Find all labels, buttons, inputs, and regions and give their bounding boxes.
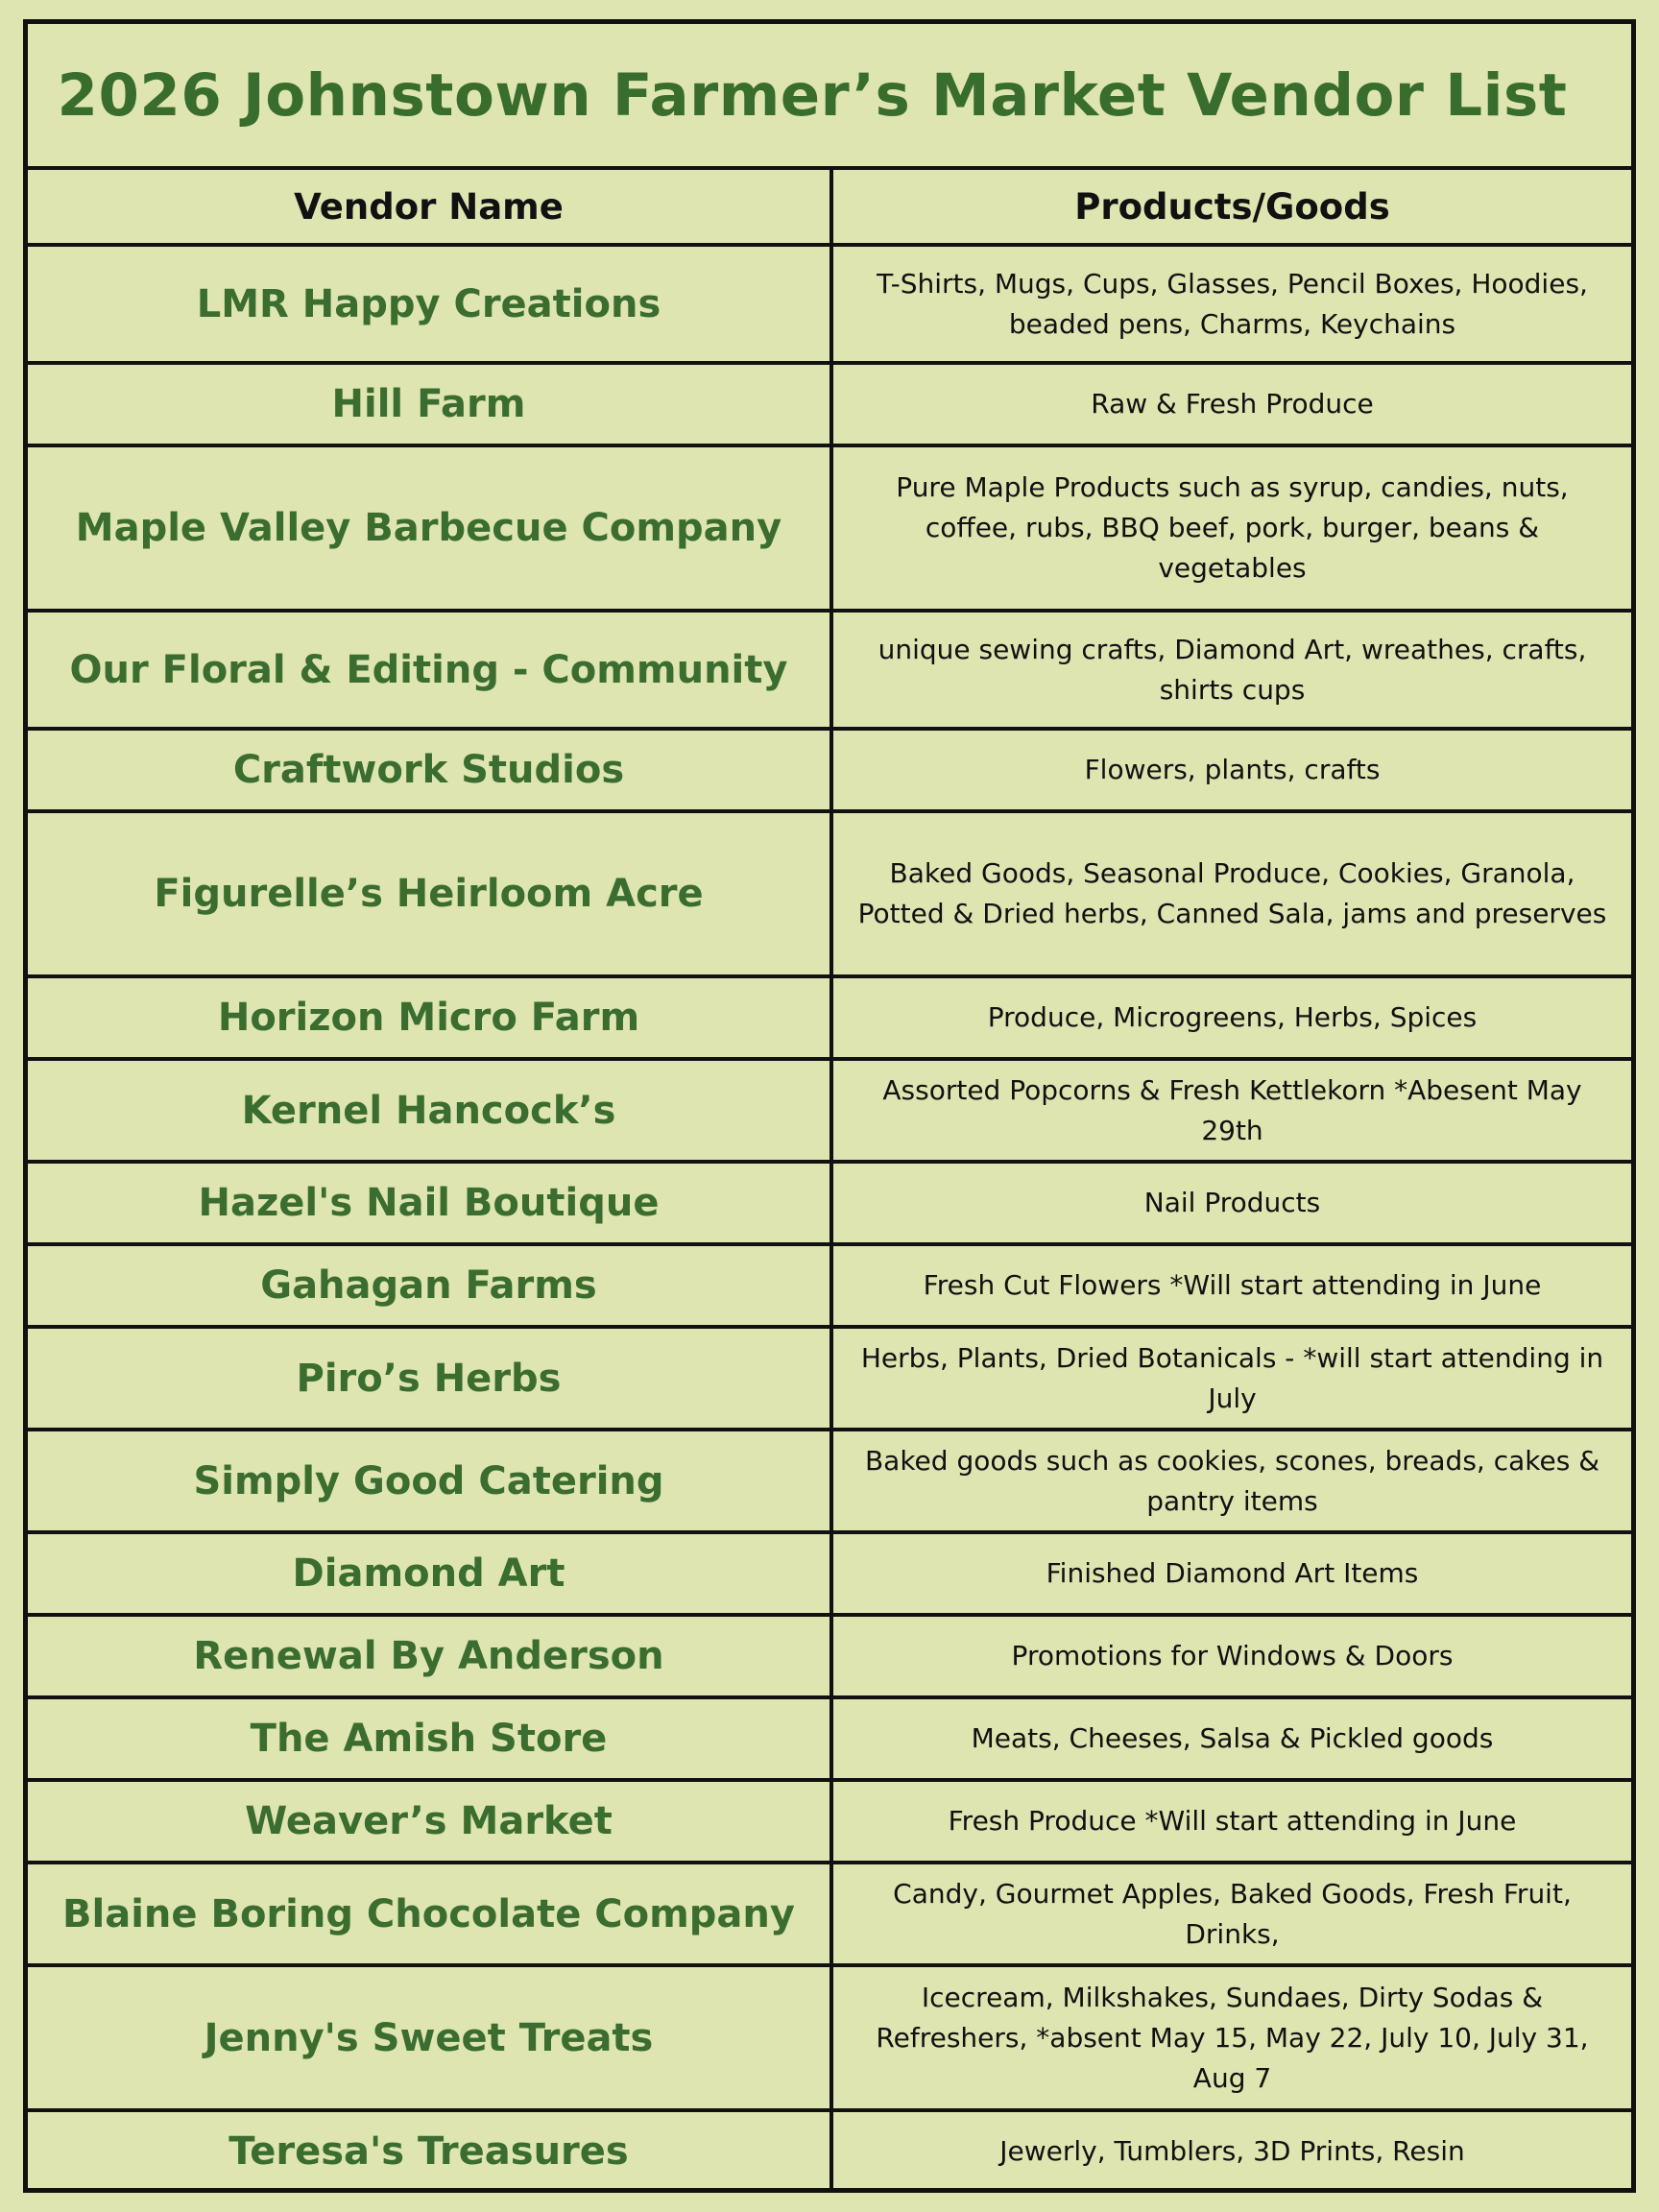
vendor-name: Hazel's Nail Boutique: [28, 1162, 831, 1244]
table-row: [28, 1863, 1631, 1965]
vendor-name: Simply Good Catering: [28, 1430, 831, 1532]
vendor-name: Teresa's Treasures: [28, 2110, 831, 2191]
table-row: [28, 976, 1631, 1059]
vendor-goods: Baked goods such as cookies, scones, breads, cakes & pantry items: [831, 1430, 1631, 1532]
vendor-name: Blaine Boring Chocolate Company: [28, 1863, 831, 1965]
table-row: [28, 1780, 1631, 1863]
vendor-goods: Finished Diamond Art Items: [831, 1532, 1631, 1615]
vendor-goods: T-Shirts, Mugs, Cups, Glasses, Pencil Boxes, Hoodies, beaded pens, Charms, Keychains: [831, 245, 1631, 363]
vendor-name: LMR Happy Creations: [28, 245, 831, 363]
vendor-name: Weaver’s Market: [28, 1780, 831, 1863]
vendor-goods: Pure Maple Products such as syrup, candies, nuts, coffee, rubs, BBQ beef, pork, burger, beans & vegetables: [831, 445, 1631, 611]
vendor-goods: Meats, Cheeses, Salsa & Pickled goods: [831, 1697, 1631, 1780]
vendor-goods: Baked Goods, Seasonal Produce, Cookies, Granola, Potted & Dried herbs, Canned Sala, jams and preserves: [831, 811, 1631, 976]
vendor-name: Diamond Art: [28, 1532, 831, 1615]
vendor-table: [28, 166, 1631, 2191]
table-row: [28, 1244, 1631, 1327]
table-row: [28, 1430, 1631, 1532]
vendor-goods: Promotions for Windows & Doors: [831, 1615, 1631, 1697]
table-row: [28, 1327, 1631, 1430]
vendor-list-frame: [23, 19, 1636, 2193]
column-header-vendor: Vendor Name: [28, 168, 831, 245]
table-row: [28, 245, 1631, 363]
vendor-name: Jenny's Sweet Treats: [28, 1965, 831, 2110]
vendor-name: Figurelle’s Heirloom Acre: [28, 811, 831, 976]
vendor-goods: Icecream, Milkshakes, Sundaes, Dirty Sodas & Refreshers, *absent May 15, May 22, July 10, July 31, Aug 7: [831, 1965, 1631, 2110]
vendor-goods: unique sewing crafts, Diamond Art, wreathes, crafts, shirts cups: [831, 611, 1631, 729]
table-row: [28, 1059, 1631, 1162]
vendor-goods: Fresh Cut Flowers *Will start attending in June: [831, 1244, 1631, 1327]
vendor-name: Craftwork Studios: [28, 729, 831, 811]
table-row: [28, 611, 1631, 729]
vendor-name: Horizon Micro Farm: [28, 976, 831, 1059]
vendor-goods: Raw & Fresh Produce: [831, 363, 1631, 445]
vendor-name: Piro’s Herbs: [28, 1327, 831, 1430]
table-row: [28, 445, 1631, 611]
vendor-name: Our Floral & Editing - Community: [28, 611, 831, 729]
table-row: [28, 729, 1631, 811]
vendor-name: Renewal By Anderson: [28, 1615, 831, 1697]
vendor-name: The Amish Store: [28, 1697, 831, 1780]
table-row: [28, 1532, 1631, 1615]
vendor-goods: Candy, Gourmet Apples, Baked Goods, Fresh Fruit, Drinks,: [831, 1863, 1631, 1965]
vendor-goods: Produce, Microgreens, Herbs, Spices: [831, 976, 1631, 1059]
vendor-goods: Assorted Popcorns & Fresh Kettlekorn *Abesent May 29th: [831, 1059, 1631, 1162]
table-row: [28, 1965, 1631, 2110]
vendor-goods: Fresh Produce *Will start attending in June: [831, 1780, 1631, 1863]
table-row: [28, 1697, 1631, 1780]
table-row: [28, 363, 1631, 445]
vendor-goods: Jewerly, Tumblers, 3D Prints, Resin: [831, 2110, 1631, 2191]
vendor-goods: Herbs, Plants, Dried Botanicals - *will start attending in July: [831, 1327, 1631, 1430]
page-title: 2026 Johnstown Farmer’s Market Vendor List: [57, 60, 1568, 130]
vendor-goods: Flowers, plants, crafts: [831, 729, 1631, 811]
vendor-name: Maple Valley Barbecue Company: [28, 445, 831, 611]
column-header-goods: Products/Goods: [831, 168, 1631, 245]
table-row: [28, 811, 1631, 976]
table-row: [28, 1162, 1631, 1244]
table-row: [28, 2110, 1631, 2191]
vendor-name: Gahagan Farms: [28, 1244, 831, 1327]
table-row: [28, 1615, 1631, 1697]
vendor-name: Kernel Hancock’s: [28, 1059, 831, 1162]
vendor-name: Hill Farm: [28, 363, 831, 445]
table-header-row: [28, 168, 1631, 245]
vendor-goods: Nail Products: [831, 1162, 1631, 1244]
